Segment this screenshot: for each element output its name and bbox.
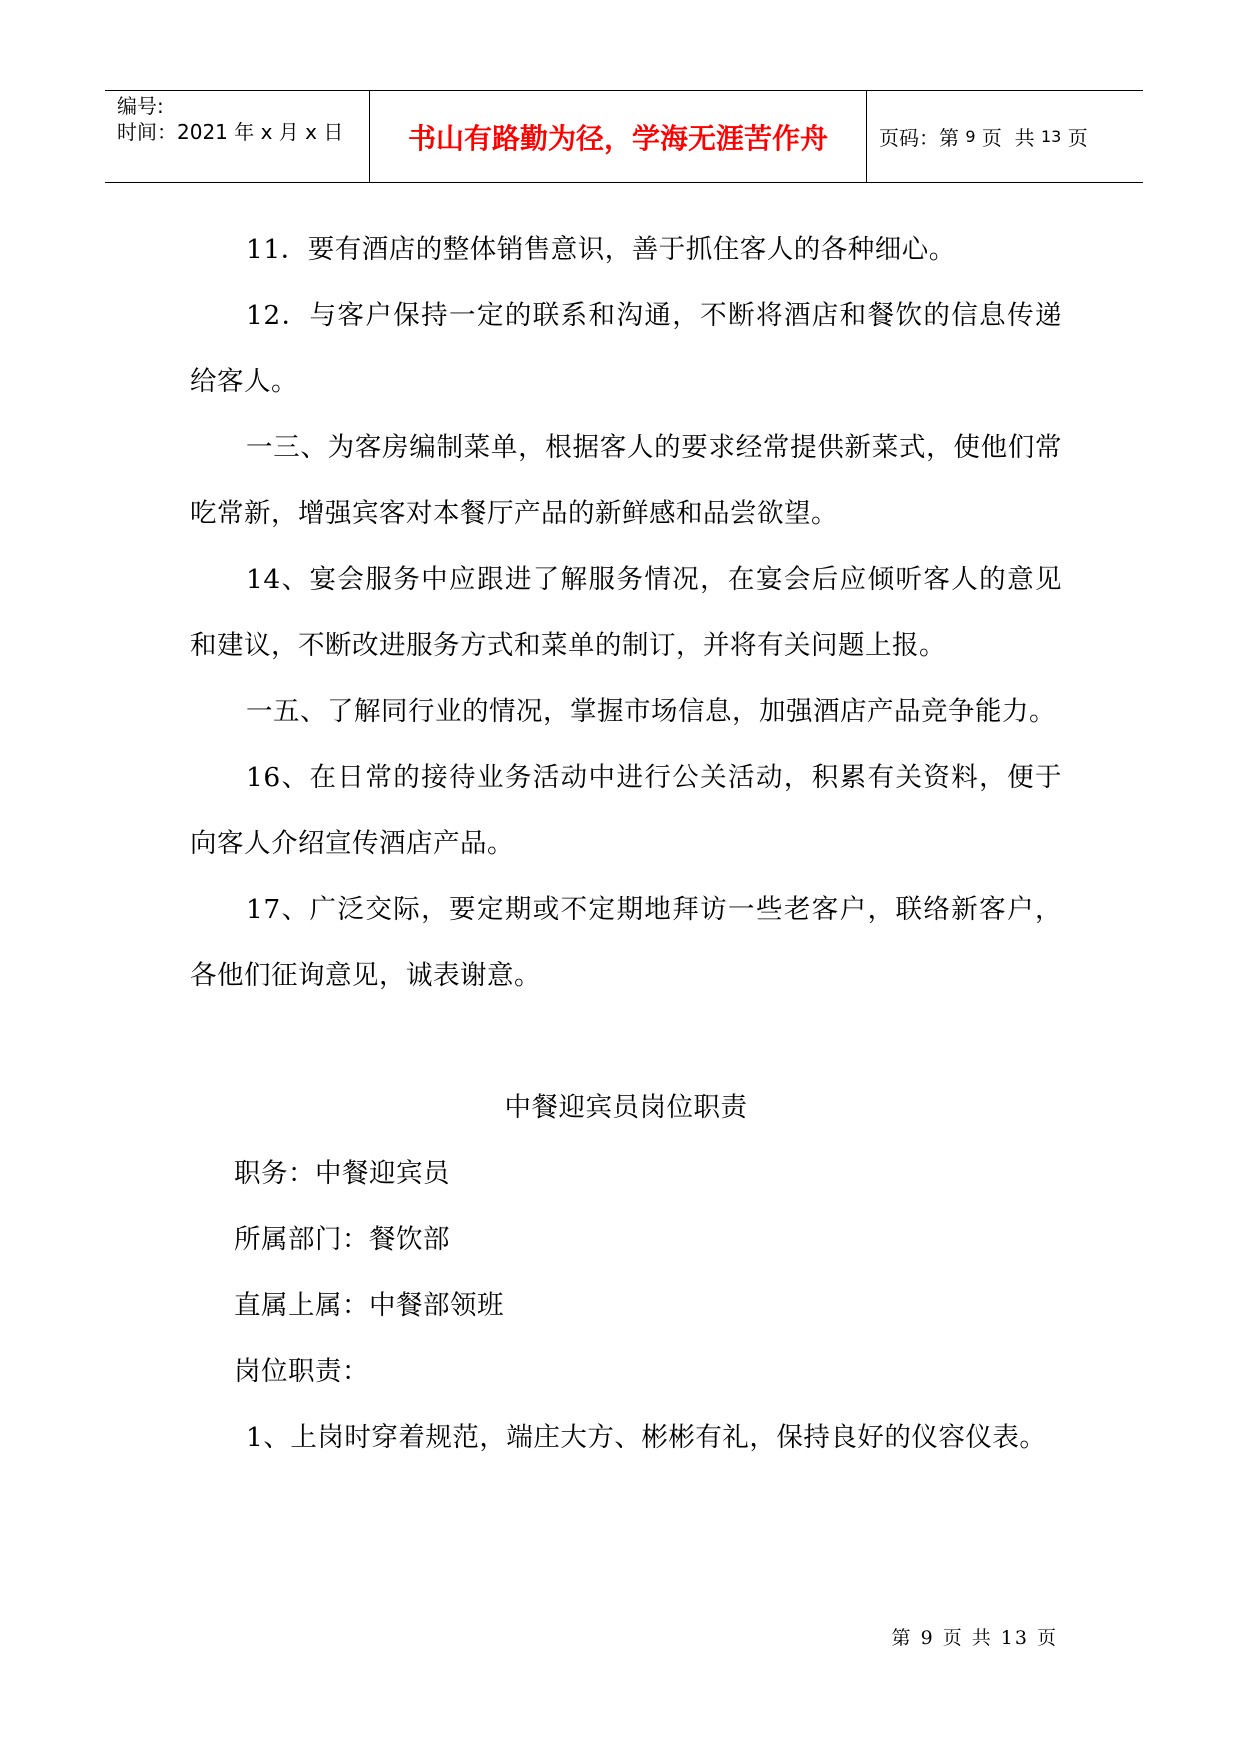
supervisor-line: 直属上属：中餐部领班 — [234, 1290, 504, 1321]
paragraph-15: 一五、了解同行业的情况，掌握市场信息，加强酒店产品竞争能力。 — [246, 696, 1056, 727]
document-number-label: 编号: — [117, 94, 164, 118]
page-suffix: 页 — [1061, 126, 1088, 150]
paragraph-11: 11．要有酒店的整体销售意识，善于抓住客人的各种细心。 — [246, 234, 956, 265]
paragraph-13: 一三、为客房编制菜单，根据客人的要求经常提供新菜式，使他们常吃常新，增强宾客对本餐厅产品的新鲜感和品尝欲望。 — [190, 432, 1062, 529]
document-header — [105, 90, 1143, 183]
paragraph-12: 12．与客户保持一定的联系和沟通，不断将酒店和餐饮的信息传递给客人。 — [190, 300, 1062, 397]
page-footer: 第 9 页 共 13 页 — [891, 1627, 1058, 1649]
duties-label: 岗位职责： — [234, 1356, 369, 1387]
paragraph-14: 14、宴会服务中应跟进了解服务情况，在宴会后应倾听客人的意见和建议，不断改进服务方式和菜单的制订，并将有关问题上报。 — [190, 564, 1062, 661]
duty-item-1: 1、上岗时穿着规范，端庄大方、彬彬有礼，保持良好的仪容仪表。 — [246, 1422, 1047, 1453]
position-line: 职务：中餐迎宾员 — [234, 1158, 450, 1189]
paragraph-17: 17、广泛交际，要定期或不定期地拜访一些老客户，联络新客户，各他们征询意见，诚表谢意。 — [190, 894, 1062, 991]
page-middle: 页 共 — [975, 126, 1041, 150]
document-body — [190, 217, 1062, 1471]
page-current: 9 — [965, 127, 976, 146]
header-meta-cell — [105, 91, 370, 182]
paragraph-16: 16、在日常的接待业务活动中进行公关活动，积累有关资料，便于向客人介绍宣传酒店产品。 — [190, 762, 1062, 859]
department-line: 所属部门：餐饮部 — [234, 1224, 450, 1255]
document-date: 时间：2021 年 x 月 x 日 — [117, 120, 344, 144]
page-prefix: 页码：第 — [879, 126, 966, 150]
header-page-number — [867, 91, 1143, 182]
section-title: 中餐迎宾员岗位职责 — [504, 1092, 748, 1123]
page-total: 13 — [1040, 127, 1062, 146]
header-motto: 书山有路勤为径，学海无涯苦作舟 — [370, 91, 867, 182]
